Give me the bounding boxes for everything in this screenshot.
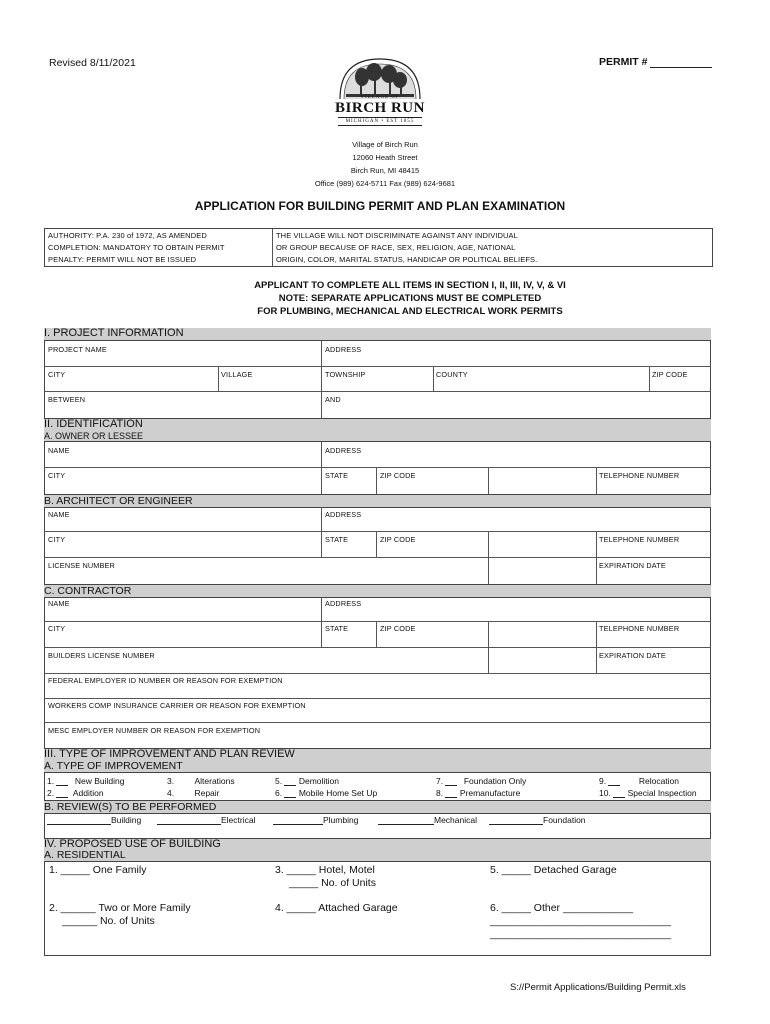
architect-address-field[interactable]: ADDRESS: [325, 510, 362, 519]
improvement-repair[interactable]: 4. Repair: [167, 788, 220, 798]
authority-box: AUTHORITY: P.A. 230 of 1972, AS AMENDED COMPLETION: MANDATORY TO OBTAIN PERMIT PENALTY: PERMIT WILL NOT BE ISSUED THE VILLAGE WILL NOT DISCRIMINATE AGAINST ANY INDIVIDUAL OR GROUP BECAUSE OF RACE, SEX, RELIGION, AGE, NATIONAL ORIGIN, COLOR, MARITAL STATUS, HANDICAP OR POLITICAL BELIEFS.: [44, 228, 713, 267]
owner-address-field[interactable]: ADDRESS: [325, 446, 362, 455]
logo-bottom-text: MICHIGAN • EST 1855: [338, 117, 422, 126]
footer-file-path: S://Permit Applications/Building Permit.xls: [510, 982, 686, 993]
use-two-family-units[interactable]: ______ No. of Units: [62, 915, 155, 927]
project-between-field[interactable]: BETWEEN: [48, 395, 86, 404]
use-one-family[interactable]: 1. _____ One Family: [49, 864, 147, 876]
logo-name-text: BIRCH RUN: [335, 100, 425, 116]
subsection-contractor: C. CONTRACTOR: [44, 584, 711, 598]
contractor-name-field[interactable]: NAME: [48, 599, 70, 608]
village-logo: [332, 55, 428, 127]
contractor-state-field[interactable]: STATE: [325, 624, 349, 633]
architect-phone-field[interactable]: TELEPHONE NUMBER: [599, 535, 680, 544]
owner-zip-field[interactable]: ZIP CODE: [380, 471, 416, 480]
improvement-type-list: [47, 776, 711, 802]
improvement-premanufacture[interactable]: 8. Premanufacture: [436, 788, 521, 798]
improvement-demolition[interactable]: 5. Demolition: [275, 776, 339, 786]
workers-comp-field[interactable]: WORKERS COMP INSURANCE CARRIER OR REASON FOR EXEMPTION: [48, 701, 306, 710]
architect-license-field[interactable]: LICENSE NUMBER: [48, 561, 115, 570]
architect-zip-field[interactable]: ZIP CODE: [380, 535, 416, 544]
contractor-phone-field[interactable]: TELEPHONE NUMBER: [599, 624, 680, 633]
owner-state-field[interactable]: STATE: [325, 471, 349, 480]
contractor-zip-field[interactable]: ZIP CODE: [380, 624, 416, 633]
permit-number-label: PERMIT #: [599, 56, 712, 68]
improvement-foundation-only[interactable]: 7. Foundation Only: [436, 776, 527, 786]
subsection-reviews: B. REVIEW(S) TO BE PERFORMED: [44, 800, 711, 814]
project-village-field[interactable]: VILLAGE: [221, 370, 253, 379]
contractor-address-field[interactable]: ADDRESS: [325, 599, 362, 608]
use-two-or-more-family[interactable]: 2. ______ Two or More Family: [49, 902, 191, 914]
architect-city-field[interactable]: CITY: [48, 535, 66, 544]
use-hotel-units[interactable]: _____ No. of Units: [289, 877, 376, 889]
owner-city-field[interactable]: CITY: [48, 471, 66, 480]
contractor-city-field[interactable]: CITY: [48, 624, 66, 633]
subsection-improvement-type: A. TYPE OF IMPROVEMENT: [44, 760, 711, 773]
architect-expiration-field[interactable]: EXPIRATION DATE: [599, 561, 666, 570]
logo-top-text: VILLAGE OF: [360, 95, 400, 100]
improvement-mobile-home[interactable]: 6. Mobile Home Set Up: [275, 788, 378, 798]
project-zip-field[interactable]: ZIP CODE: [652, 370, 688, 379]
contractor-license-field[interactable]: BUILDERS LICENSE NUMBER: [48, 651, 155, 660]
improvement-alterations[interactable]: 3. Alterations: [167, 776, 235, 786]
revised-date: Revised 8/11/2021: [49, 57, 136, 69]
review-building[interactable]: Building: [47, 815, 141, 825]
use-other-line-1[interactable]: _______________________________: [490, 915, 672, 927]
review-list: [47, 815, 707, 827]
section-project-information: I. PROJECT INFORMATION: [44, 328, 711, 341]
project-county-field[interactable]: COUNTY: [436, 370, 468, 379]
use-detached-garage[interactable]: 5. _____ Detached Garage: [490, 864, 617, 876]
use-other[interactable]: 6. _____ Other ____________: [490, 902, 634, 914]
form-title: APPLICATION FOR BUILDING PERMIT AND PLAN EXAMINATION: [194, 199, 566, 213]
section-proposed-use: IV. PROPOSED USE OF BUILDING: [44, 838, 711, 851]
review-mechanical[interactable]: Mechanical: [378, 815, 477, 825]
instructions: APPLICANT TO COMPLETE ALL ITEMS IN SECTION I, II, III, IV, V, & VI NOTE: SEPARATE APPLICATIONS MUST BE COMPLETED FOR PLUMBING, MECHANICAL AND ELECTRICAL WORK PERMITS: [254, 280, 566, 317]
section-type-of-improvement: III. TYPE OF IMPROVEMENT AND PLAN REVIEW: [44, 748, 711, 761]
use-attached-garage[interactable]: 4. _____ Attached Garage: [275, 902, 398, 914]
subsection-owner: A. OWNER OR LESSEE: [44, 431, 711, 442]
village-address: Village of Birch Run 12060 Heath Street Birch Run, MI 48415 Office (989) 624-5711 Fax (989) 624-9681: [314, 140, 456, 188]
project-township-field[interactable]: TOWNSHIP: [325, 370, 366, 379]
owner-name-field[interactable]: NAME: [48, 446, 70, 455]
review-electrical[interactable]: Electrical: [157, 815, 255, 825]
mesc-employer-field[interactable]: MESC EMPLOYER NUMBER OR REASON FOR EXEMPTION: [48, 726, 261, 735]
improvement-special-inspection[interactable]: 10. Special Inspection: [599, 788, 697, 798]
project-address-field[interactable]: ADDRESS: [325, 345, 362, 354]
use-other-line-2[interactable]: _______________________________: [490, 928, 672, 940]
review-foundation[interactable]: Foundation: [489, 815, 586, 825]
project-name-field[interactable]: PROJECT NAME: [48, 345, 107, 354]
subsection-architect: B. ARCHITECT OR ENGINEER: [44, 494, 711, 508]
section-identification: II. IDENTIFICATION: [44, 418, 711, 432]
project-city-field[interactable]: CITY: [48, 370, 66, 379]
owner-phone-field[interactable]: TELEPHONE NUMBER: [599, 471, 680, 480]
project-and-field[interactable]: AND: [325, 395, 341, 404]
subsection-residential: A. RESIDENTIAL: [44, 850, 711, 862]
permit-number-field[interactable]: [650, 67, 712, 68]
contractor-expiration-field[interactable]: EXPIRATION DATE: [599, 651, 666, 660]
review-plumbing[interactable]: Plumbing: [273, 815, 358, 825]
architect-state-field[interactable]: STATE: [325, 535, 349, 544]
federal-employer-id-field[interactable]: FEDERAL EMPLOYER ID NUMBER OR REASON FOR EXEMPTION: [48, 676, 283, 685]
architect-name-field[interactable]: NAME: [48, 510, 70, 519]
improvement-relocation[interactable]: 9. Relocation: [599, 776, 680, 786]
improvement-addition[interactable]: 2. Addition: [47, 788, 104, 798]
improvement-new-building[interactable]: 1. New Building: [47, 776, 125, 786]
use-hotel-motel[interactable]: 3. _____ Hotel, Motel: [275, 864, 375, 876]
